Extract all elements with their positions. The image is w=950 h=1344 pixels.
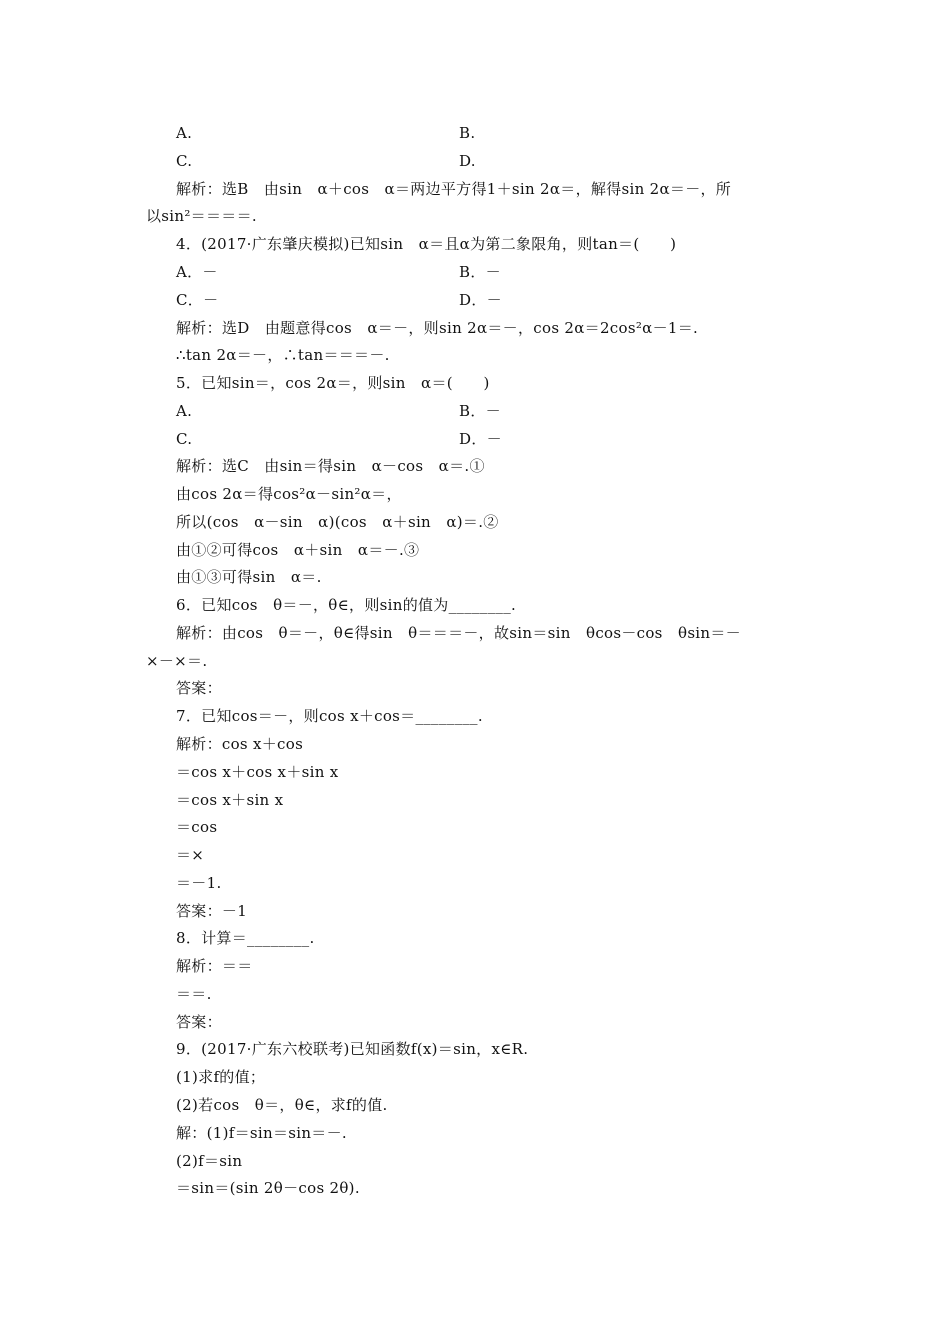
- solution-line: ＝cos x＋cos x＋sin x: [176, 763, 339, 781]
- option-b: B．－: [459, 402, 501, 420]
- option-a: A.: [176, 402, 193, 420]
- solution-line: ＝×: [176, 846, 205, 864]
- solution-line: ＝＝.: [176, 985, 212, 1003]
- option-a: A．－: [176, 263, 218, 281]
- solution-line: ＝－1.: [176, 874, 222, 892]
- solution-line: 解析：由cos θ＝－，θ∈得sin θ＝＝＝－，故sin＝sin θcos－cos θsin＝－: [176, 624, 741, 642]
- solution-line: 解析：＝＝: [176, 957, 253, 975]
- option-d: D.: [459, 152, 476, 170]
- solution-line: (2)f＝sin: [176, 1152, 243, 1170]
- solution-line: 由①②可得cos α＋sin α＝－.③: [176, 541, 420, 559]
- solution-line: ＝sin＝(sin 2θ－cos 2θ).: [176, 1179, 360, 1197]
- question-7: 7．已知cos＝－，则cos x＋cos＝________.: [176, 707, 483, 725]
- option-c: C.: [176, 152, 193, 170]
- solution-line: 所以(cos α－sin α)(cos α＋sin α)＝.②: [176, 513, 499, 531]
- answer-line: 答案：－1: [176, 902, 248, 920]
- sub-question-2: (2)若cos θ＝，θ∈，求f的值.: [176, 1096, 388, 1114]
- question-8: 8．计算＝________.: [176, 929, 315, 947]
- option-d: D．－: [459, 291, 502, 309]
- solution-line: 解析：选B 由sin α＋cos α＝两边平方得1＋sin 2α＝，解得sin 2α＝－，所: [176, 180, 732, 198]
- answer-line: 答案：: [176, 1013, 222, 1031]
- solution-line: ＝cos: [176, 818, 218, 836]
- question-5: 5．已知sin＝，cos 2α＝，则sin α＝( ): [176, 374, 490, 392]
- answer-line: 答案：: [176, 679, 222, 697]
- question-9: 9．(2017·广东六校联考)已知函数f(x)＝sin，x∈R.: [176, 1040, 529, 1058]
- solution-line: ＝cos x＋sin x: [176, 791, 284, 809]
- solution-line: 解析：cos x＋cos: [176, 735, 304, 753]
- option-b: B．－: [459, 263, 501, 281]
- option-a: A.: [176, 124, 193, 142]
- option-d: D．－: [459, 430, 502, 448]
- solution-line: 以sin²＝＝＝＝.: [146, 207, 257, 225]
- option-c: C．－: [176, 291, 219, 309]
- solution-line: 解析：选D 由题意得cos α＝－，则sin 2α＝－，cos 2α＝2cos²α－1＝.: [176, 319, 699, 337]
- solution-line: 由①③可得sin α＝.: [176, 568, 322, 586]
- question-4: 4．(2017·广东肇庆模拟)已知sin α＝且α为第二象限角，则tan＝( ): [176, 235, 677, 253]
- option-b: B.: [459, 124, 476, 142]
- solution-line: 解析：选C 由sin＝得sin α－cos α＝.①: [176, 457, 485, 475]
- option-c: C.: [176, 430, 193, 448]
- question-6: 6．已知cos θ＝－，θ∈，则sin的值为________.: [176, 596, 517, 614]
- solution-line: 解：(1)f＝sin＝sin＝－.: [176, 1124, 347, 1142]
- solution-line: ∴tan 2α＝－，∴tan＝＝＝－.: [176, 346, 390, 364]
- sub-question-1: (1)求f的值；: [176, 1068, 266, 1086]
- solution-line: ×－×＝.: [146, 652, 208, 670]
- solution-line: 由cos 2α＝得cos²α－sin²α＝，: [176, 485, 402, 503]
